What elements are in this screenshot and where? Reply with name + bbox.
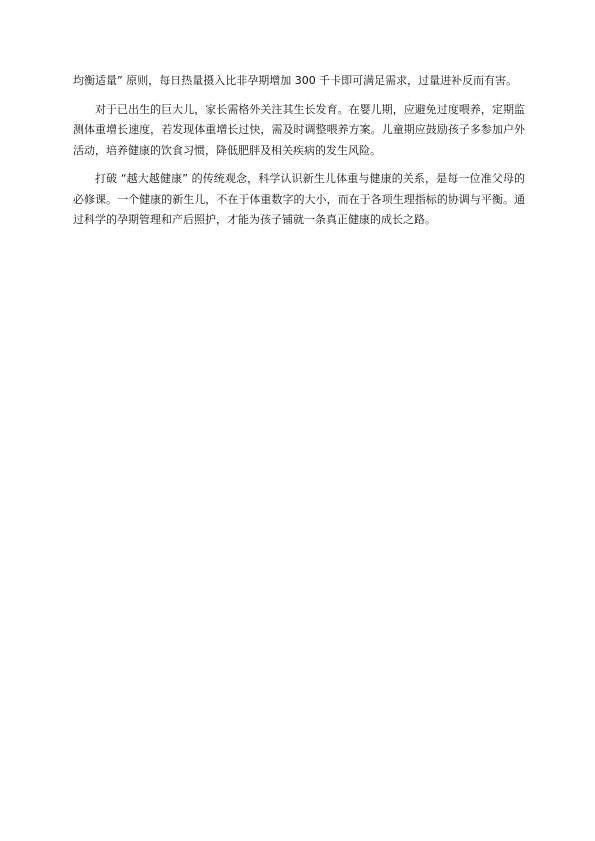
paragraph-infant-care: 对于已出生的巨大儿，家长需格外关注其生长发育。在婴儿期，应避免过度喂养，定期监测体重增长速度，若发现体重增长过快，需及时调整喂养方案。儿童期应鼓励孩子多参加户外活动，培养健康的饮食习惯，降低肥胖及相关疾病的发生风险。 — [73, 102, 525, 157]
paragraph-conclusion: 打破 “越大越健康” 的传统观念，科学认识新生儿体重与健康的关系，是每一位准父母的必修课。一个健康的新生儿，不在于体重数字的大小，而在于各项生理指标的协调与平衡。通过科学的孕期管理和产后照护，才能为孩子铺就一条真正健康的成长之路。 — [73, 172, 525, 226]
document-body — [73, 71, 525, 239]
paragraph-continuation: 均衡适量” 原则，每日热量摄入比非孕期增加 300 千卡即可满足需求，过量进补反而有害。 — [73, 74, 518, 87]
